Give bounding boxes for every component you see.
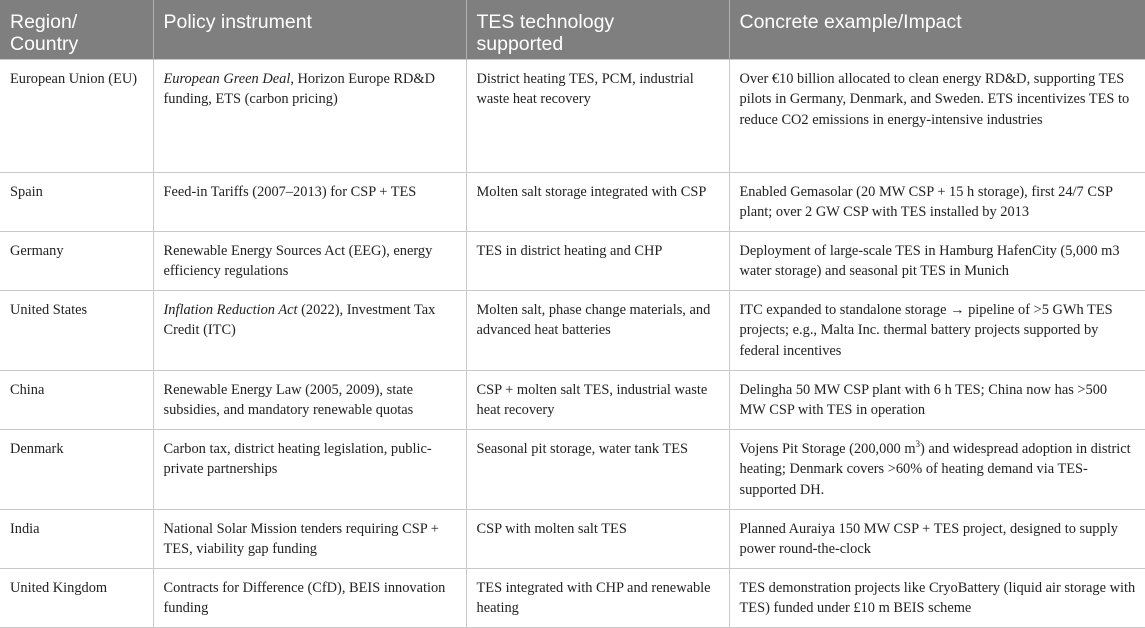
policy-italic-text: Inflation Reduction Act: [163, 301, 298, 318]
header-policy-text: Policy instrument: [163, 11, 312, 33]
tech-cell: CSP with molten salt TES: [466, 509, 729, 568]
table-row: [0, 231, 1145, 290]
region-cell: Denmark: [0, 429, 153, 509]
impact-cell: Enabled Gemasolar (20 MW CSP + 15 h storage), first 24/7 CSP plant; over 2 GW CSP with TES installed by 2013: [729, 172, 1145, 231]
policy-cell: [153, 59, 466, 172]
tech-cell: CSP + molten salt TES, industrial waste heat recovery: [466, 370, 729, 429]
tech-cell: Seasonal pit storage, water tank TES: [466, 429, 729, 509]
table-row: [0, 172, 1145, 231]
impact-cell: Delingha 50 MW CSP plant with 6 h TES; China now has >500 MW CSP with TES in operation: [729, 370, 1145, 429]
policy-cell: Renewable Energy Sources Act (EEG), energy efficiency regulations: [153, 231, 466, 290]
region-cell: Germany: [0, 231, 153, 290]
region-cell: United Kingdom: [0, 568, 153, 627]
tech-cell: District heating TES, PCM, industrial waste heat recovery: [466, 59, 729, 172]
tech-cell: Molten salt, phase change materials, and advanced heat batteries: [466, 290, 729, 370]
table-row: [0, 509, 1145, 568]
policy-italic-text: European Green Deal: [163, 70, 291, 87]
header-policy-instrument: [153, 0, 466, 59]
region-cell: China: [0, 370, 153, 429]
table-body: [0, 59, 1145, 627]
impact-text: ) and widespread adoption in district heating; Denmark covers >60% of heating demand via TES-supported DH.: [739, 440, 1131, 498]
policy-cell: Feed-in Tariffs (2007–2013) for CSP + TES: [153, 172, 466, 231]
impact-cell: ITC expanded to standalone storage → pipeline of >5 GWh TES projects; e.g., Malta Inc. thermal battery projects supported by federal incentives: [729, 290, 1145, 370]
header-row: [0, 0, 1145, 59]
impact-cell: TES demonstration projects like CryoBattery (liquid air storage with TES) funded under £10 m BEIS scheme: [729, 568, 1145, 627]
policy-text: (2022), Investment Tax Credit (ITC): [163, 301, 436, 338]
policy-cell: National Solar Mission tenders requiring CSP + TES, viability gap funding: [153, 509, 466, 568]
policy-text: , Horizon Europe RD&D funding, ETS (carbon pricing): [163, 70, 436, 107]
impact-cell: [729, 429, 1145, 509]
region-cell: India: [0, 509, 153, 568]
impact-cell: Over €10 billion allocated to clean energy RD&D, supporting TES pilots in Germany, Denmark, and Sweden. ETS incentivizes TES to reduce CO2 emissions in energy-intensive industries: [729, 59, 1145, 172]
header-concrete-example: [729, 0, 1145, 59]
tech-cell: TES integrated with CHP and renewable heating: [466, 568, 729, 627]
impact-text: Vojens Pit Storage (200,000 m: [739, 440, 916, 457]
superscript-three: 3: [915, 438, 921, 449]
policy-cell: Contracts for Difference (CfD), BEIS innovation funding: [153, 568, 466, 627]
tech-cell: TES in district heating and CHP: [466, 231, 729, 290]
header-region: [0, 0, 153, 59]
table-row: [0, 568, 1145, 627]
policy-cell: Carbon tax, district heating legislation, public-private partnerships: [153, 429, 466, 509]
region-cell: Spain: [0, 172, 153, 231]
impact-cell: Deployment of large-scale TES in Hamburg HafenCity (5,000 m3 water storage) and seasonal pit TES in Munich: [729, 231, 1145, 290]
table-row: [0, 370, 1145, 429]
table-row: [0, 290, 1145, 370]
impact-cell: Planned Auraiya 150 MW CSP + TES project, designed to supply power round-the-clock: [729, 509, 1145, 568]
header-region-text: Region/ Country: [10, 11, 79, 55]
policy-cell: Renewable Energy Law (2005, 2009), state subsidies, and mandatory renewable quotas: [153, 370, 466, 429]
table-header: [0, 0, 1145, 59]
table-row: [0, 59, 1145, 172]
header-tech-text: TES technology supported: [476, 11, 615, 55]
header-tes-technology: [466, 0, 729, 59]
tech-cell: Molten salt storage integrated with CSP: [466, 172, 729, 231]
policy-cell: [153, 290, 466, 370]
header-impact-text: Concrete example/Impact: [739, 11, 962, 33]
region-cell: United States: [0, 290, 153, 370]
table-row: [0, 429, 1145, 509]
region-cell: European Union (EU): [0, 59, 153, 172]
